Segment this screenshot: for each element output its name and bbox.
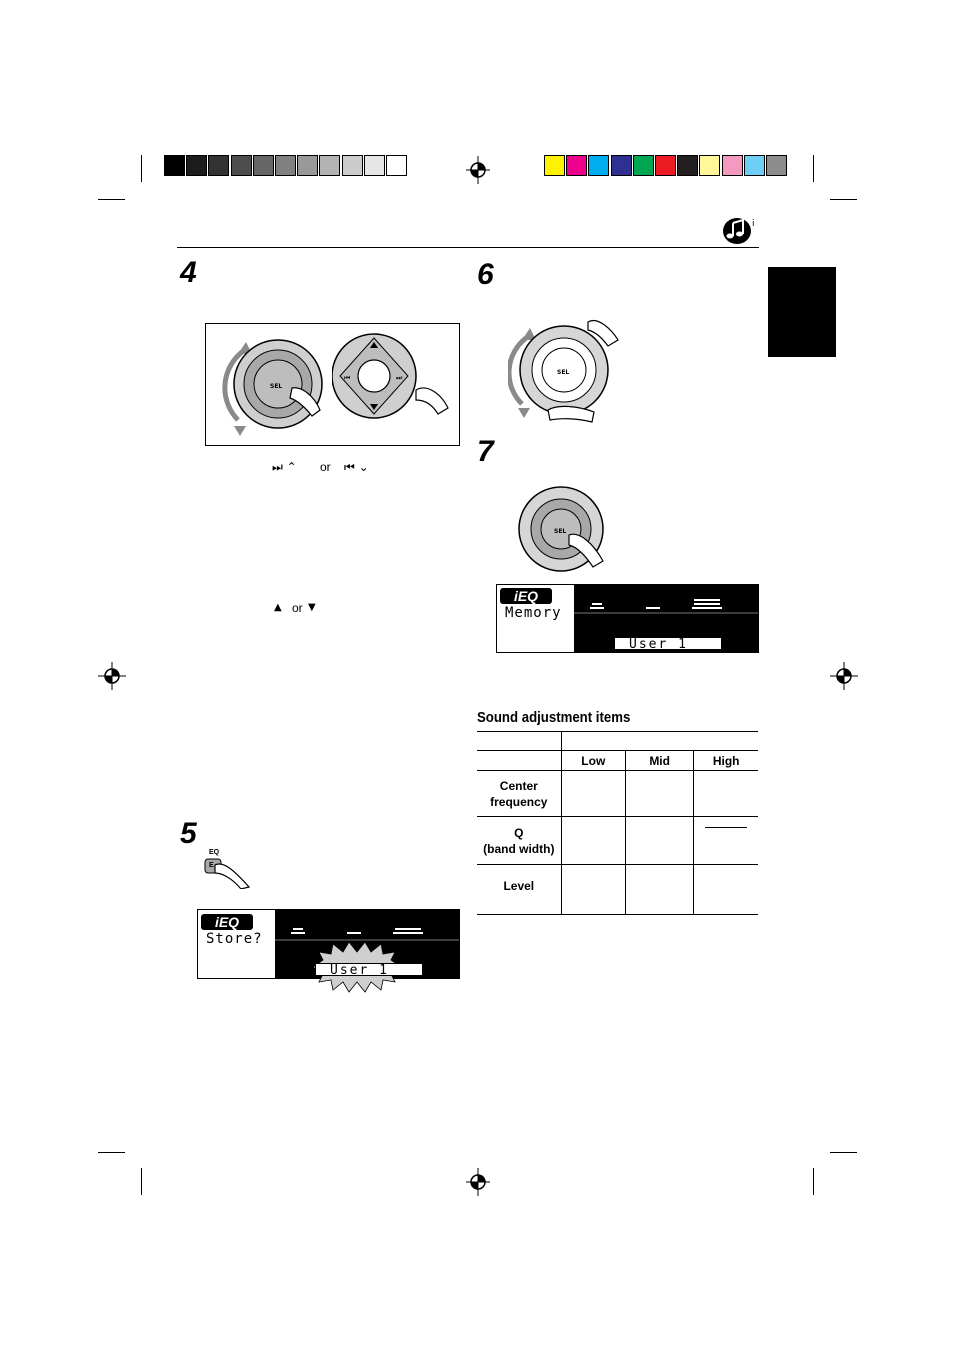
- color-swatch: [544, 155, 565, 176]
- gray-swatch: [253, 155, 274, 176]
- section-title: Sound adjustment items: [477, 709, 631, 726]
- row-label-q: Q (band width): [477, 817, 561, 865]
- color-swatch: [655, 155, 676, 176]
- direction-pad-illustration: [332, 328, 454, 440]
- eq-button-label: EQ: [209, 849, 220, 856]
- crop-mark: [141, 155, 142, 182]
- crop-mark: [141, 1168, 142, 1195]
- control-dial-illustration: [220, 328, 330, 440]
- gray-swatch: [208, 155, 229, 176]
- gray-swatch: [342, 155, 363, 176]
- gray-swatch: [164, 155, 185, 176]
- gray-swatch: [297, 155, 318, 176]
- ieq-badge: iEQ: [201, 914, 253, 930]
- color-swatch: [566, 155, 587, 176]
- svg-text:SEL: SEL: [270, 383, 283, 390]
- crop-mark: [813, 1168, 814, 1195]
- registration-mark-top: [466, 156, 490, 184]
- color-swatch: [699, 155, 720, 176]
- crop-mark: [830, 199, 857, 200]
- lcd-memory-display: [496, 584, 759, 653]
- svg-text:i: i: [752, 219, 755, 229]
- column-header-low: Low: [561, 751, 625, 771]
- next-up-symbol: ⏭ ⌃: [272, 460, 297, 474]
- step-number-7: 7: [477, 435, 494, 468]
- svg-text:⏮: ⏮: [344, 374, 351, 382]
- gray-swatch: [275, 155, 296, 176]
- row-label-center-frequency: Center frequency: [477, 771, 561, 817]
- step-number-4: 4: [180, 256, 197, 289]
- color-swatch: [611, 155, 632, 176]
- gray-swatch: [319, 155, 340, 176]
- control-dial-press-illustration: [515, 485, 607, 573]
- control-dial-rotate-illustration: [508, 312, 620, 426]
- lcd-memory-text: Memory: [505, 605, 562, 621]
- prev-down-symbol: ⏮ ⌄: [344, 460, 369, 474]
- crop-mark: [98, 199, 125, 200]
- color-swatch: [722, 155, 743, 176]
- music-note-icon: [722, 213, 760, 245]
- registration-mark-right: [830, 662, 858, 690]
- color-swatch: [744, 155, 765, 176]
- lcd-memory-preset: User 1: [614, 637, 722, 650]
- gray-swatch: [186, 155, 207, 176]
- control-illustration-box: [205, 323, 460, 446]
- sound-adjustment-table: [477, 731, 758, 915]
- gray-swatch: [386, 155, 407, 176]
- table-row: [477, 817, 758, 865]
- ieq-badge: iEQ: [500, 588, 552, 604]
- column-header-mid: Mid: [626, 751, 694, 771]
- eq-button[interactable]: [203, 849, 255, 889]
- step-number-6: 6: [477, 258, 494, 291]
- table-row: [477, 771, 758, 817]
- registration-mark-bottom: [466, 1168, 490, 1196]
- table-header-row: [477, 751, 758, 771]
- or-text: or: [320, 460, 331, 474]
- column-header-high: High: [694, 751, 758, 771]
- gray-swatch: [231, 155, 252, 176]
- color-swatch: [588, 155, 609, 176]
- crop-mark: [813, 155, 814, 182]
- svg-text:SEL: SEL: [557, 369, 570, 376]
- header-rule: [177, 247, 759, 248]
- color-swatch: [633, 155, 654, 176]
- down-triangle-symbol: ▼: [308, 602, 316, 613]
- or-text: or: [292, 601, 303, 615]
- crop-mark: [98, 1152, 125, 1153]
- color-swatch: [766, 155, 787, 176]
- language-tab: [768, 267, 836, 357]
- registration-mark-left: [98, 662, 126, 690]
- svg-text:⏭: ⏭: [396, 374, 403, 382]
- row-label-level: Level: [477, 865, 561, 915]
- color-swatch: [677, 155, 698, 176]
- up-triangle-symbol: ▲: [274, 602, 282, 613]
- finger-press-icon: [203, 855, 255, 889]
- q-high-dash: [705, 827, 747, 828]
- gray-swatch: [364, 155, 385, 176]
- lcd-store-preset: User 1: [315, 963, 423, 976]
- step-number-5: 5: [180, 817, 197, 850]
- lcd-store-display: [197, 909, 460, 979]
- lcd-store-text: Store?: [206, 931, 263, 947]
- svg-text:SEL: SEL: [554, 528, 567, 535]
- e-button-label: E: [209, 862, 214, 869]
- crop-mark: [830, 1152, 857, 1153]
- table-row: [477, 865, 758, 915]
